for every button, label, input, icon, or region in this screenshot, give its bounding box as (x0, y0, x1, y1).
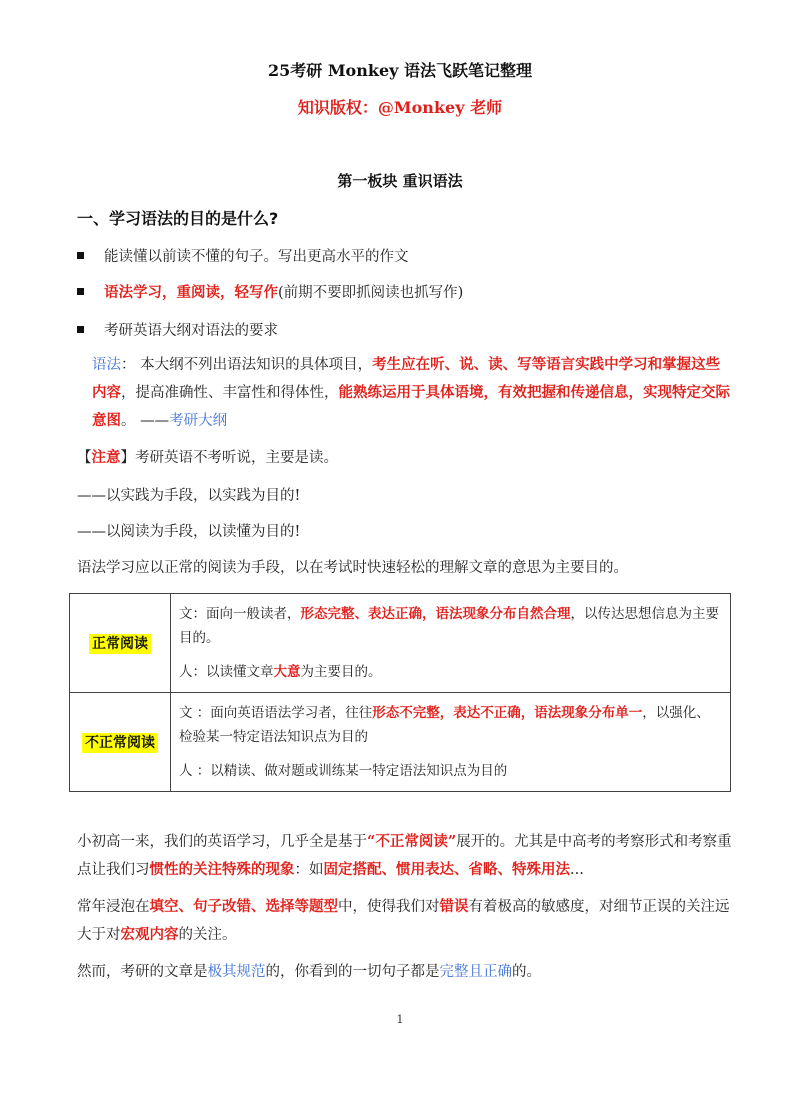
row-label: 不正常阅读 (82, 733, 158, 753)
table-row (70, 693, 731, 792)
question-heading: 一、学习语法的目的是什么? (77, 209, 279, 228)
page-number: 1 (396, 1013, 404, 1026)
square-bullet-icon (77, 252, 84, 259)
body-paragraph: 常年浸泡在填空、句子改错、选择等题型中，使得我们对错误有着极高的敏感度，对细节正误的关注远大于对宏观内容的关注。 (77, 898, 730, 943)
row-label-cell (70, 594, 171, 693)
note-line: 【注意】考研英语不考听说，主要是读。 (77, 449, 338, 466)
text-line: 语法学习应以正常的阅读为手段，以在考试时快速轻松的理解文章的意思为主要目的。 (77, 560, 628, 576)
text-line: ——以阅读为手段，以读懂为目的! (77, 524, 301, 540)
bullet-item (77, 319, 278, 340)
bullet-emphasis: 语法学习，重阅读，轻写作 (104, 284, 278, 301)
reading-comparison-table (69, 593, 731, 792)
reader-row: 人：以读懂文章大意为主要目的。 (179, 664, 382, 680)
body-paragraph: 然而，考研的文章是极其规范的，你看到的一切句子都是完整且正确的。 (77, 964, 541, 980)
section-title: 第一板块 重识语法 (337, 172, 463, 190)
bullet-item (77, 281, 463, 302)
grammar-label: 语法 (92, 357, 121, 373)
bullet-text: 能读懂以前读不懂的句子。写出更高水平的作文 (104, 249, 409, 265)
copyright-line: 知识版权：@Monkey 老师 (297, 98, 503, 117)
table-row (70, 594, 731, 693)
bullet-text: (前期不要即抓阅读也抓写作) (278, 285, 464, 301)
document-title: 25考研 Monkey 语法飞跃笔记整理 (268, 61, 532, 80)
reader-row: 人 ：以精读、做对题或训练某一特定语法知识点为目的 (179, 763, 508, 779)
row-label-cell (70, 693, 171, 792)
note-label: 注意 (91, 449, 121, 466)
body-paragraph: 小初高一来，我们的英语学习，几乎全是基于“不正常阅读”展开的。尤其是中高考的考察形式和考察重点让我们习惯性的关注特殊的现象：如固定搭配、惯用表达、省略、特殊用法... (77, 833, 732, 878)
row-content-cell (171, 594, 731, 693)
bullet-text: 考研英语大纲对语法的要求 (104, 323, 278, 339)
text-row: 文 ：面向英语语法学习者，往往形态不完整，表达不正确，语法现象分布单一，以强化、检验某一特定语法知识点为目的 (179, 705, 710, 745)
bullet-item (77, 245, 409, 266)
row-label: 正常阅读 (89, 634, 151, 654)
square-bullet-icon (77, 326, 84, 333)
text-row: 文：面向一般读者，形态完整、表达正确，语法现象分布自然合理，以传达思想信息为主要目的。 (179, 606, 719, 646)
source-reference: 考研大纲 (169, 413, 228, 429)
grammar-requirement: 语法： 本大纲不列出语法知识的具体项目，考生应在听、说、读、写等语言实践中学习和掌握这些内容，提高准确性、丰富性和得体性，能熟练运用于具体语境，有效把握和传递信息，实现特定交际意图。 ——考研大纲 (92, 356, 730, 429)
text-line: ——以实践为手段，以实践为目的! (77, 488, 301, 504)
square-bullet-icon (77, 288, 84, 295)
row-content-cell (171, 693, 731, 792)
